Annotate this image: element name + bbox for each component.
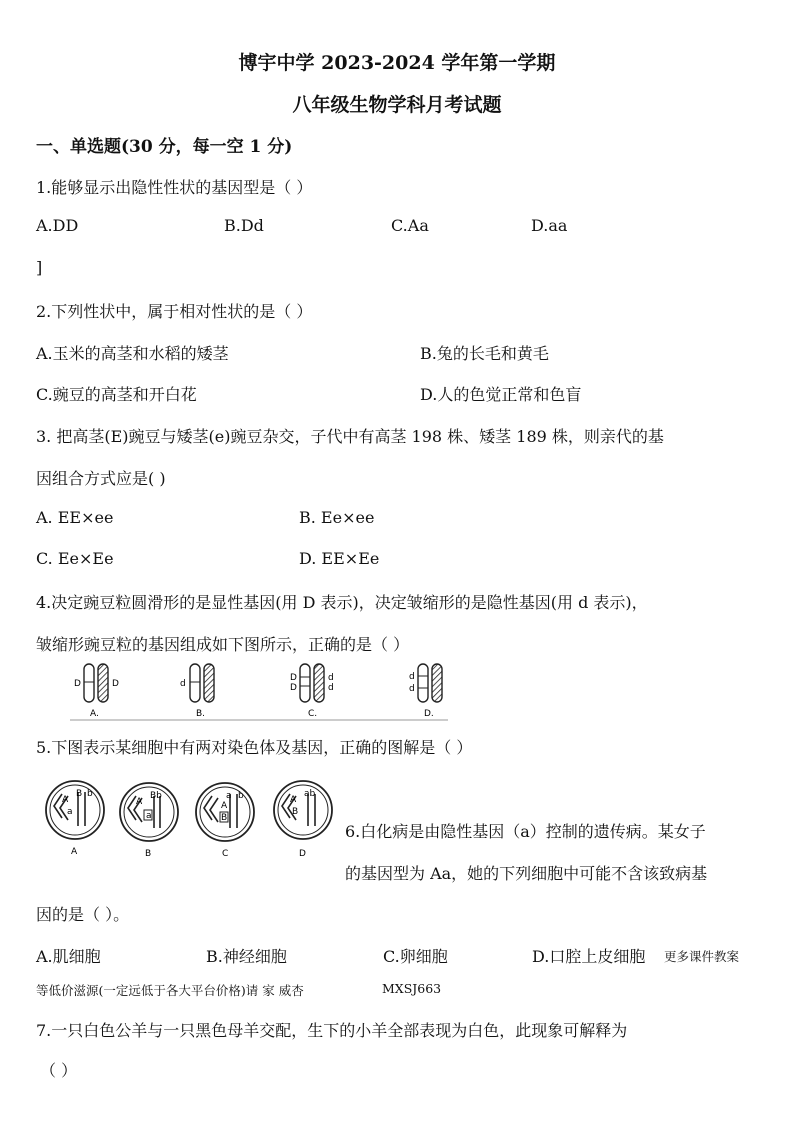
gene-label: b (238, 791, 244, 801)
q6-option-d: D.口腔上皮细胞 (532, 947, 646, 966)
gene-label: A (136, 797, 143, 807)
gene-label: A (62, 795, 69, 805)
section-heading: 一、单选题(30 分，每一空 1 分) (36, 137, 293, 157)
gene-label: d (328, 673, 334, 683)
gene-label: d (409, 672, 415, 682)
q5-option-d-figure (274, 781, 332, 859)
gene-label: d (180, 679, 186, 689)
figure-label-a: A. (90, 709, 99, 719)
figure-label-d: D (299, 849, 306, 859)
q4-option-a-figure (74, 664, 119, 719)
gene-label: B (292, 807, 299, 817)
gene-label: b (87, 789, 93, 799)
figure-label-c: C. (308, 709, 318, 719)
figure-label-b: B (145, 849, 152, 859)
gene-label: d (409, 684, 415, 694)
q2-option-b: B.兔的长毛和黄毛 (420, 344, 549, 363)
ad-code-text: MXSJ663 (382, 981, 442, 996)
question-1-stem: 1.能够显示出隐性性状的基因型是（ ） (36, 178, 313, 197)
question-4-stem-line1: 4.决定豌豆粒圆滑形的是显性基因(用 D 表示)，决定皱缩形的是隐性基因(用 d 表示)， (36, 593, 648, 612)
q5-figure-cells (38, 776, 336, 860)
gene-label: B (221, 813, 228, 823)
question-7-stem: 7.一只白色公羊与一只黑色母羊交配，生下的小羊全部表现为白色，此现象可解释为 (36, 1021, 628, 1040)
q1-option-b: B.Dd (224, 216, 264, 235)
q3-option-c: C. Ee×Ee (36, 549, 114, 568)
q3-option-b: B. Ee×ee (299, 508, 375, 527)
stray-bracket: ] (36, 258, 43, 277)
figure-label-a: A (71, 847, 78, 857)
gene-label: A (221, 801, 228, 811)
question-4-stem-line2: 皱缩形豌豆粒的基因组成如下图所示，正确的是（ ） (36, 635, 410, 654)
gene-label: D (112, 679, 119, 689)
ad-inline-text: 更多课件教案 (664, 949, 740, 964)
q2-option-c: C.豌豆的高茎和开白花 (36, 385, 197, 404)
q6-option-a: A.肌细胞 (36, 947, 101, 966)
question-3-stem-line2: 因组合方式应是( ) (36, 469, 166, 488)
question-2-stem: 2.下列性状中，属于相对性状的是（ ） (36, 302, 313, 321)
q2-option-d: D.人的色觉正常和色盲 (420, 385, 582, 404)
q4-option-c-figure (290, 664, 334, 719)
gene-label: D (290, 673, 297, 683)
q4-option-d-figure (409, 664, 442, 719)
page-title: 博宇中学 2023-2024 学年第一学期 (238, 52, 556, 74)
q3-option-a: A. EE×ee (36, 508, 114, 527)
gene-label: d (328, 683, 334, 693)
q3-option-d: D. EE×Ee (299, 549, 380, 568)
q5-option-a-figure (46, 781, 104, 857)
q1-option-a: A.DD (36, 216, 79, 235)
q5-option-c-figure (196, 783, 254, 859)
q6-option-b: B.神经细胞 (206, 947, 287, 966)
question-6-stem-line1: 6.白化病是由隐性基因（a）控制的遗传病。某女子 (345, 822, 706, 841)
figure-label-c: C (222, 849, 229, 859)
gene-label: A (290, 795, 297, 805)
figure-label-b: B. (196, 709, 206, 719)
question-7-blank: （ ） (40, 1061, 78, 1080)
gene-label: a (226, 791, 232, 801)
q1-option-d: D.aa (531, 216, 568, 235)
q4-figure-chromosomes (70, 658, 450, 722)
gene-label: D (290, 683, 297, 693)
figure-label-d: D. (424, 709, 434, 719)
gene-label: Bb (150, 791, 162, 801)
gene-label: a (67, 807, 73, 817)
q2-option-a: A.玉米的高茎和水稻的矮茎 (36, 344, 229, 363)
gene-label: a (146, 811, 152, 821)
ad-line-text: 等低价滋源(一定远低于各大平台价格)请 家 威杏 (36, 983, 304, 998)
q6-option-c: C.卵细胞 (383, 947, 448, 966)
question-3-stem-line1: 3. 把高茎(E)豌豆与矮茎(e)豌豆杂交，子代中有高茎 198 株、矮茎 189 株，则亲代的基 (36, 427, 664, 446)
question-6-stem-line3: 因的是（ ）。 (36, 905, 130, 924)
page-subtitle: 八年级生物学科月考试题 (292, 94, 502, 116)
q5-option-b-figure (120, 783, 178, 859)
q1-option-c: C.Aa (391, 216, 429, 235)
q4-option-b-figure (180, 664, 214, 719)
gene-label: ab (304, 789, 316, 799)
question-5-stem: 5.下图表示某细胞中有两对染色体及基因，正确的图解是（ ） (36, 738, 473, 757)
gene-label: D (74, 679, 81, 689)
gene-label: B (76, 789, 83, 799)
question-6-stem-line2: 的基因型为 Aa，她的下列细胞中可能不含该致病基 (345, 864, 708, 883)
